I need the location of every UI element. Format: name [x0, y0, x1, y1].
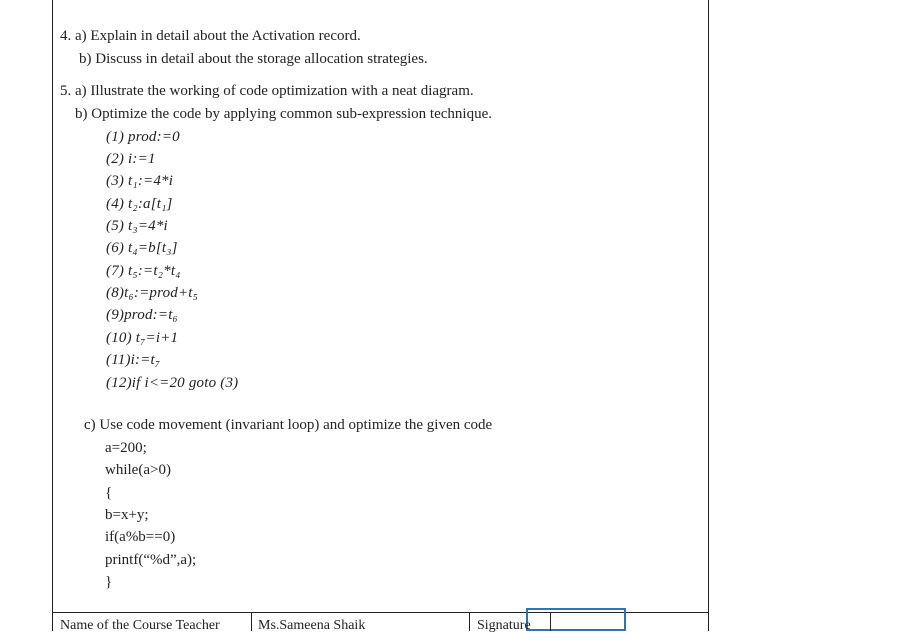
code-c-line-1: a=200;	[105, 440, 147, 456]
question-5b: b) Optimize the code by applying common sub-expression technique.	[75, 106, 492, 122]
code-line-7: (7) t₅:=t₂*t₄	[106, 263, 181, 279]
page-right-border	[708, 0, 709, 631]
footer-divider-2	[469, 612, 470, 631]
code-line-3: (3) t₁:=4*i	[106, 173, 174, 189]
code-c-line-4: b=x+y;	[105, 507, 149, 523]
code-c-line-5: if(a%b==0)	[105, 529, 176, 545]
signature-label: Signature	[477, 618, 531, 633]
footer-divider-1	[251, 612, 252, 631]
code-c-line-2: while(a>0)	[105, 462, 171, 478]
code-line-9: (9)prod:=t₆	[106, 307, 178, 323]
code-line-10: (10) t₇=i+1	[106, 330, 179, 346]
course-teacher-label: Name of the Course Teacher	[60, 618, 220, 633]
code-c-line-3: {	[105, 485, 113, 501]
question-4a: 4. a) Explain in detail about the Activation record.	[60, 28, 361, 44]
code-line-8: (8)t₆:=prod+t₅	[106, 285, 199, 301]
code-line-1: (1) prod:=0	[106, 129, 180, 145]
code-line-11: (11)i:=t₇	[106, 352, 161, 368]
code-line-12: (12)if i<=20 goto (3)	[106, 375, 239, 391]
course-teacher-name: Ms.Sameena Shaik	[258, 618, 366, 633]
signature-box[interactable]	[526, 608, 626, 631]
code-c-line-6: printf(“%d”,a);	[105, 552, 197, 568]
signature-inner-divider	[550, 612, 551, 631]
code-c-line-7: }	[105, 574, 113, 590]
code-line-6: (6) t₄=b[t₃]	[106, 240, 178, 256]
page-left-border	[52, 0, 53, 631]
question-4b: b) Discuss in detail about the storage allocation strategies.	[79, 51, 428, 67]
question-5c: c) Use code movement (invariant loop) and optimize the given code	[84, 417, 493, 433]
code-line-5: (5) t₃=4*i	[106, 218, 168, 234]
code-line-2: (2) i:=1	[106, 151, 156, 167]
question-5a: 5. a) Illustrate the working of code optimization with a neat diagram.	[60, 83, 474, 99]
code-line-4: (4) t₂:a[t₁]	[106, 196, 173, 212]
